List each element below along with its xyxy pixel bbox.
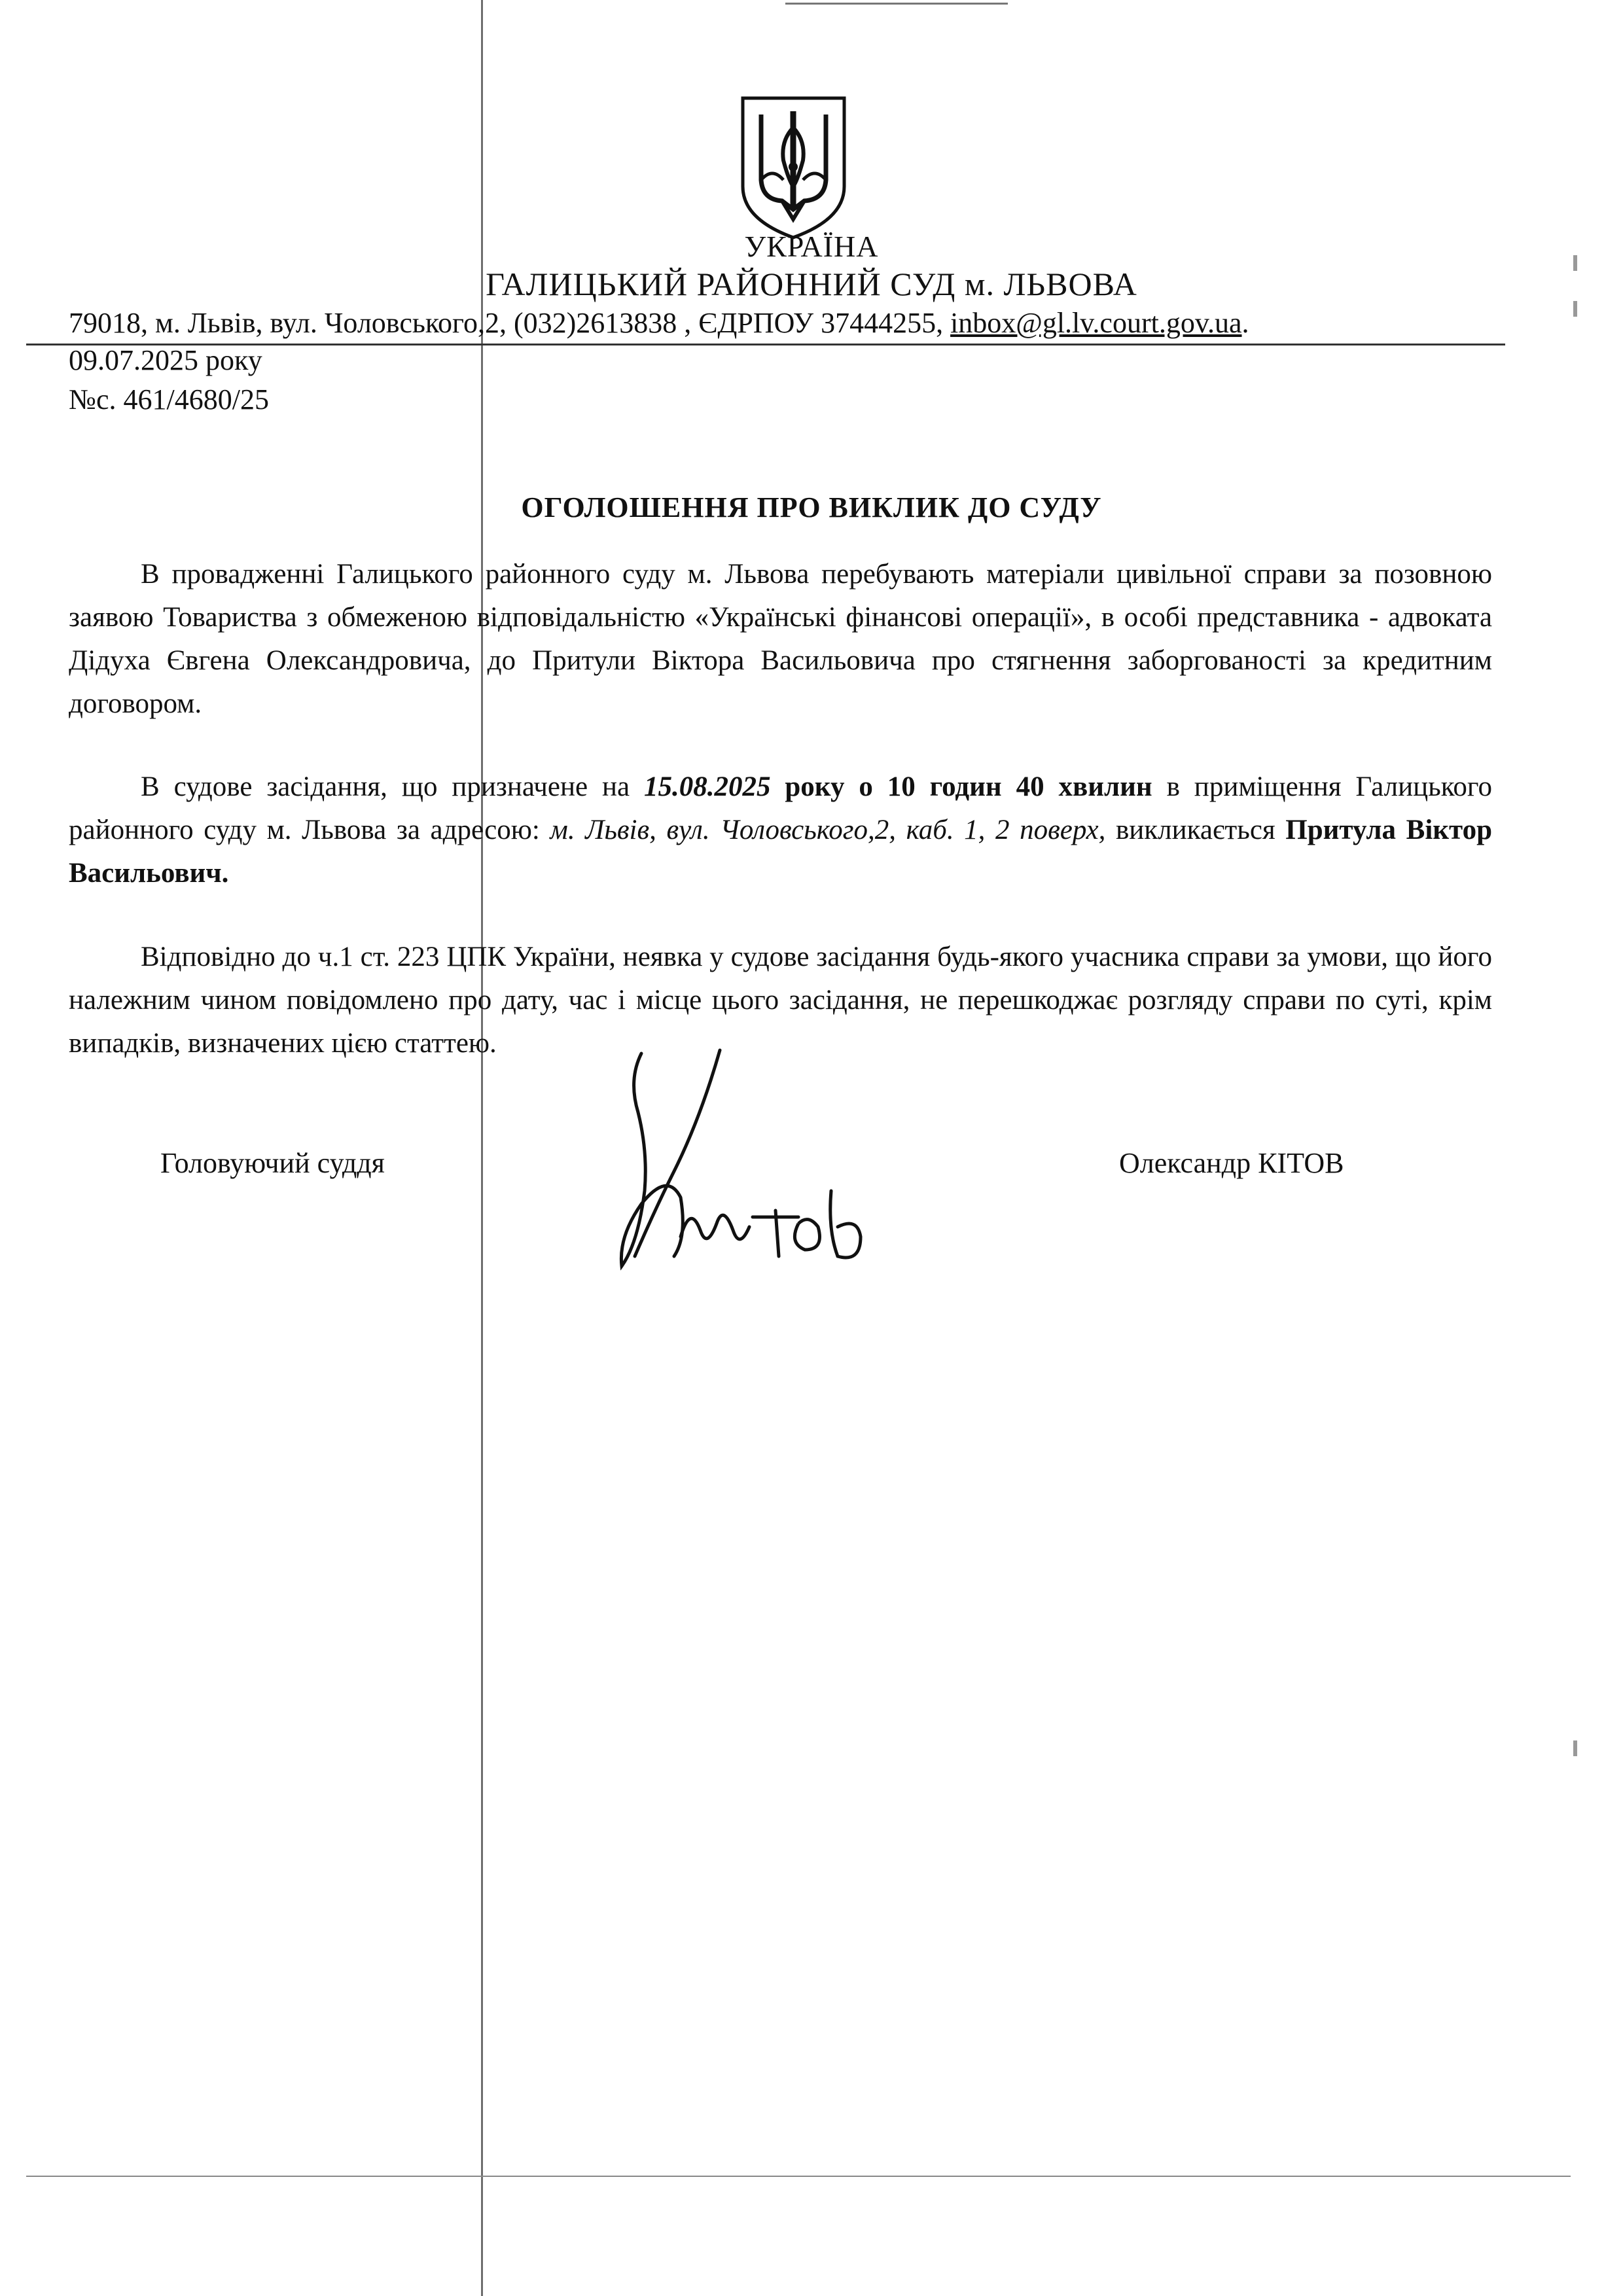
- document-date: 09.07.2025 року: [69, 344, 262, 376]
- summoned-person: Притула Віктор Васильович.: [69, 815, 1493, 889]
- scan-speck: [1573, 255, 1577, 271]
- scan-artifact-top-line: [785, 3, 1008, 5]
- hearing-time: року о 10 годин 40 хвилин: [770, 771, 1152, 802]
- paragraph-case-materials: [69, 553, 1492, 726]
- email-link[interactable]: inbox@gl.lv.court.gov.ua: [950, 307, 1242, 339]
- court-name: ГАЛИЦЬКИЙ РАЙОННИЙ СУД м. ЛЬВОВА: [486, 266, 1137, 302]
- trident-emblem-icon: [736, 88, 851, 242]
- paragraph-hearing-summons: [69, 766, 1492, 895]
- paragraph-legal-basis-text: Відповідно до ч.1 ст. 223 ЦПК України, неявка у судове засідання будь-якого учасника справи за умови, що його належним чином повідомлено про дату, час і місце цього засідання, не перешкоджає розгляду справи по суті, крім випадків, визначених цією статтею.: [69, 942, 1492, 1059]
- judge-signature: [602, 1040, 910, 1289]
- judge-title: Головуючий суддя: [160, 1147, 385, 1179]
- scan-artifact-bottom-line: [26, 2176, 1571, 2177]
- scan-speck: [1573, 1740, 1577, 1756]
- scan-speck: [1573, 301, 1577, 317]
- hearing-text-1: В судове засідання, що призначене на: [141, 771, 644, 802]
- hearing-address: м. Львів, вул. Чоловського,2, каб. 1, 2 поверх,: [550, 815, 1106, 845]
- judge-name: Олександр КІТОВ: [1119, 1147, 1344, 1179]
- country-name: УКРАЇНА: [744, 230, 879, 263]
- contacts-address: 79018, м. Львів, вул. Чоловського,2, (032)2613838 , ЄДРПОУ 37444255,: [69, 307, 951, 339]
- hearing-text-2: в приміщення Галицького районного суду м. Львова за адресою:: [69, 771, 1493, 845]
- document-title: ОГОЛОШЕННЯ ПРО ВИКЛИК ДО СУДУ: [521, 491, 1102, 523]
- case-number: №с. 461/4680/25: [69, 383, 269, 415]
- paragraph-case-materials-text: В провадженні Галицького районного суду м. Львова перебувають матеріали цивільної справи за позовною заявою Товариства з обмеженою відповідальністю «Українські фінансові операції», в особі представника - адвоката Дідуха Євгена Олександровича, до Притули Віктора Васильовича про стягнення заборгованості за кредитним договором.: [69, 559, 1492, 719]
- hearing-text-3: викликається: [1105, 815, 1286, 845]
- hearing-date: 15.08.2025: [643, 771, 771, 802]
- contacts-suffix: .: [1241, 307, 1249, 339]
- court-contacts: [69, 306, 1249, 340]
